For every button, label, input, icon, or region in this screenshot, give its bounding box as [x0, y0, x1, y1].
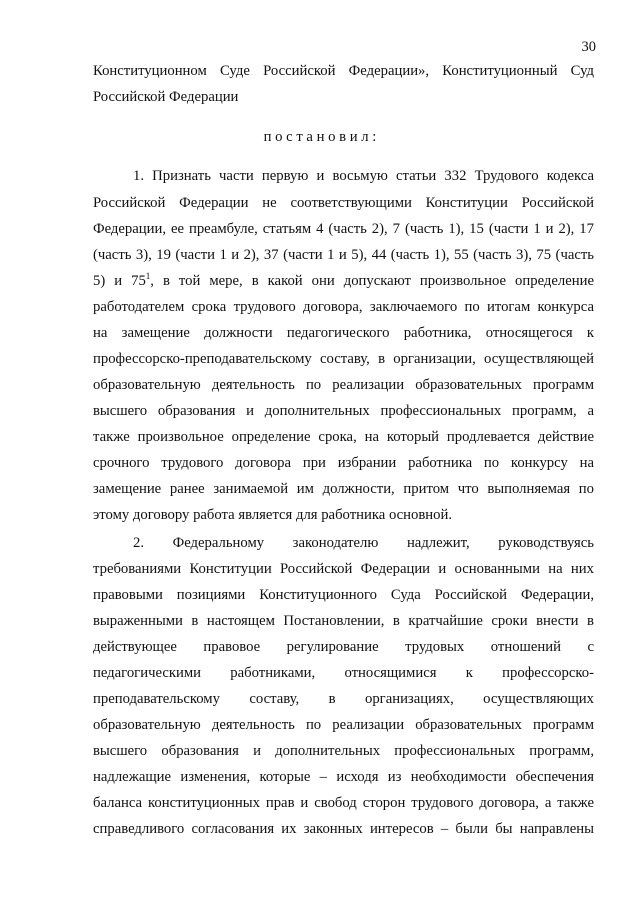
item1-line: 1. Признать части первую и восьмую статьи 332 Трудового кодекса [133, 168, 594, 184]
item1-line-start: 5) и 75 [93, 273, 146, 289]
item2-line: образовательную деятельность по реализации образовательных программ [93, 717, 594, 733]
resolution-heading: п о с т а н о в и л : [263, 129, 377, 145]
intro-line: Конституционном Суде Российской Федерации», Конституционный Суд [93, 63, 594, 79]
item1-line: также произвольное определение срока, на который продлевается действие [93, 429, 594, 445]
page-number: 30 [581, 39, 596, 55]
intro-line: Российской Федерации [93, 89, 239, 105]
item1-line: профессорско-преподавательскому составу, в организации, осуществляющей [93, 351, 594, 367]
item2-line: выраженными в настоящем Постановлении, в кратчайшие сроки внести в [93, 613, 594, 629]
item1-line: замещение ранее занимаемой им должности, притом что выполняемая по [93, 481, 594, 497]
item1-line-with-superscript [93, 272, 594, 290]
superscript-marker: 1 [145, 271, 151, 281]
item2-line: правовыми позициями Конституционного Суда Российской Федерации, [93, 587, 594, 603]
item2-line: требованиями Конституции Российской Федерации и основанными на них [93, 561, 594, 577]
item1-line: этому договору работа является для работника основной. [93, 507, 453, 523]
item1-line: срочного трудового договора при избрании работника по конкурсу на [93, 455, 594, 471]
item1-line: работодателем срока трудового договора, заключаемого по итогам конкурса [93, 299, 594, 315]
item2-line: действующее правовое регулирование трудовых отношений с [93, 639, 594, 655]
item2-line: справедливого согласования их законных интересов – были бы направлены [93, 821, 594, 837]
item1-line-end: , в той мере, в какой они допускают произвольное определение [150, 273, 594, 289]
item1-line: на замещение должности педагогического работника, относящегося к [93, 325, 594, 341]
item1-line: (часть 3), 19 (части 1 и 2), 37 (части 1 и 5), 44 (часть 1), 55 (часть 3), 75 (часть [93, 247, 594, 263]
item2-line: педагогическими работниками, относящимися к профессорско- [93, 665, 594, 681]
item1-line: Федерации, ее преамбуле, статьям 4 (часть 2), 7 (часть 1), 15 (части 1 и 2), 17 [93, 221, 594, 237]
item2-line: 2. Федеральному законодателю надлежит, руководствуясь [133, 535, 594, 551]
item2-line: баланса конституционных прав и свобод сторон трудового договора, а также [93, 795, 594, 811]
item2-line: надлежащие изменения, которые – исходя из необходимости обеспечения [93, 769, 594, 785]
item1-line: образовательную деятельность по реализации образовательных программ [93, 377, 594, 393]
item1-line: Российской Федерации не соответствующими Конституции Российской [93, 195, 594, 211]
item2-line: преподавательскому составу, в организациях, осуществляющих [93, 691, 594, 707]
item2-line: высшего образования и дополнительных профессиональных программ, [93, 743, 594, 759]
item1-line: высшего образования и дополнительных профессиональных программ, а [93, 403, 594, 419]
